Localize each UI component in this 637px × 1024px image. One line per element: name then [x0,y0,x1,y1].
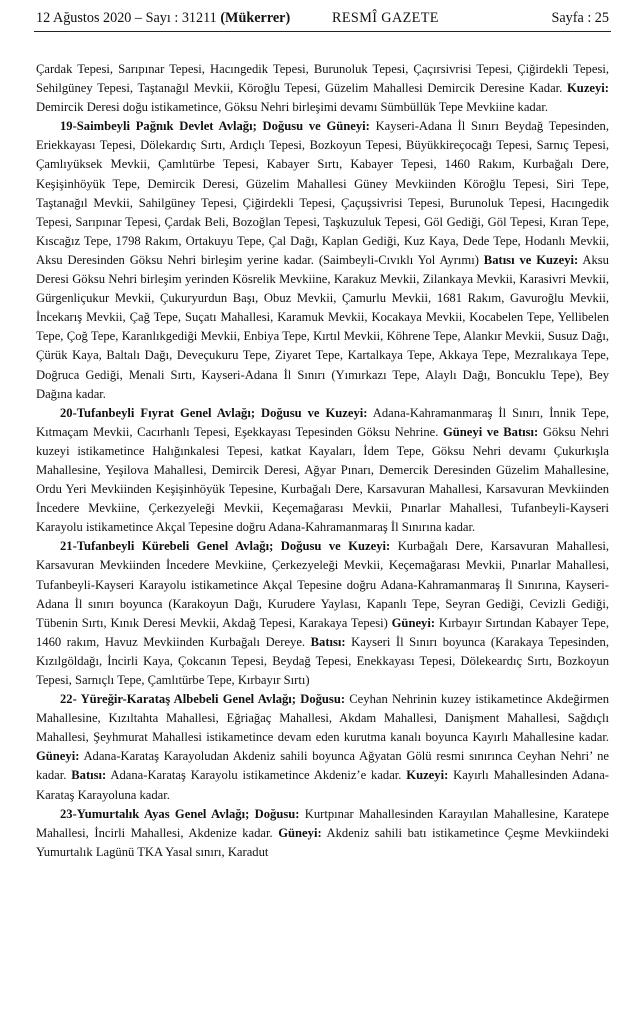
paragraph [36,537,609,690]
body-text: Kayseri İl Sınırı boyunca (Karakaya Tepesinden, Kızılgöldağı, İncirli Kaya, Çokcanın Tepesi, Beydağ Tepesi, Enekkayası Tepesi, Dölekeardıç Sırtı, Bozkoyun Tepesi, Sarnıçlı Tepe, Çamlıtürbe Tepe, Kırbayır Sırtı) [36,634,609,687]
bold-heading-text: Güneyi: [36,749,80,764]
bold-heading-text: Güneyi: [391,615,436,630]
body-text: Kayseri-Adana İl Sınırı Beydağ Tepesinden, Eriekkayası Tepesi, Dölekardıç Sırtı, Ardıçlı Tepesi, Bozkoyun Tepesi, Büyükkireçocağı Tepesi, Sarnıç Tepesi, Çamlıyüksek Mevkii, Çamlıtürbe Tepesi, Kabayer Sırtı, Kabayer Tepesi, 1460 Rakım, Kurbağalı Dere, Keşişinhöyük Tepe, Demircik Deresi, Güzelim Mahallesi Güney Mevkiinden Köroğlu Tepesi, Siri Tepe, Taştanağıl Mevkii, Sahilgüney Tepesi, Çiğirdekli Tepesi, Çaçuşsivrisi Tepesi, Burunoluk Tepesi, Hacıngedik Tepesi, Sarıpınar Tepesi, Çardak Beli, Bozoğlan Tepesi, Taşkuzuluk Tepesi, Göl Gediği, Göl Tepesi, Kıran Tepe, Kıscağız Tepe, 1798 Rakım, Ortakuyu Tepe, Çal Dağı, Kaplan Gediği, Kuz Kaya, Dede Tepe, Hodanlı Mevkii, Aksu Deresinden Göksu Nehri birleşim yerine kadar. (Saimbeyli-Cıvıklı Yol Ayrımı) [36,119,609,267]
bold-heading-text: 22- Yüreğir-Karataş Albebeli Genel Avlağı; Doğusu: [60,692,346,707]
bold-heading-text: Güneyi: [278,825,322,840]
body-text: Adana-Kahramanmaraş İl Sınırı, İnnik Tepe, Kıtmaçam Mevkii, Cacırhanlı Tepesi, Eşekkayası Tepesinden Göksu Nehrine. [36,405,609,439]
bold-heading-text: 20-Tufanbeyli Fıyrat Genel Avlağı; Doğusu ve Kuzeyi: [60,405,368,420]
gazette-name: RESMÎ GAZETE [332,10,439,26]
bold-heading-text: 23-Yumurtalık Ayas Genel Avlağı; Doğusu: [60,806,300,821]
body-text: Adana-Karataş Karayolu istikametince Akdeniz’e kadar. [106,768,407,783]
bold-heading-text: Güneyi ve Batısı: [443,424,539,439]
bold-heading-text: 21-Tufanbeyli Kürebeli Genel Avlağı; Doğusu ve Kuzeyi: [60,539,391,554]
paragraph [36,117,609,403]
bold-heading-text: Batısı: [71,768,107,783]
bold-heading-text: Kuzeyi: [567,81,609,96]
body-text: Kırbayır Sırtından Kabayer Tepe, 1460 rakım, Havuz Mevkiinden Kurbağalı Dereye. [36,615,609,649]
bold-heading-text: Batısı: [310,634,346,649]
document-body [36,60,609,862]
paragraph [36,690,609,805]
body-text: Kurbağalı Dere, Karsavuran Mahallesi, Karsavuran Mevkiinden İncedere Mevkiine, Çerkezyeleği Mevkii, Keçemağarası Mevkii, Pınarlar Mahallesi, Tufanbeyli-Kayseri Karayolu istikametince Akçal Tepesine doğru Adana-Kahramanmaraş İl Sınırına, Kayseri-Adana İl sınırı boyunca (Karakoyun Dağı, Kurudere Yaylası, Kapanlı Tepe, Seyran Gediği, Cevizli Gediği, Tübenin Sırtı, Kınık Deresi Mevkii, Akdağ Tepesi, Karakaya Tepesi) [36,539,609,630]
header-date-issue [36,6,290,30]
body-text: Kayırlı Mahallesinden Adana-Karataş Karayoluna kadar. [36,768,609,802]
bold-heading-text: 19-Saimbeyli Pağnık Devlet Avlağı; Doğusu ve Güneyi: [60,119,370,134]
bold-heading-text: Batısı ve Kuzeyi: [483,252,579,267]
body-text: Kurtpınar Mahallesinden Karayılan Mahallesine, Karatepe Mahallesi, İncirli Mahallesi, Akdenize kadar. [36,806,609,840]
body-text: Adana-Karataş Karayoludan Akdeniz sahili boyunca Ağyatan Gölü resmi sınırınca Ceyhan Nehri’ ne kadar. [36,749,609,783]
body-text: Demircik Deresi doğu istikametince, Göksu Nehri birleşimi devamı Sümbüllük Tepe Mevkiine kadar. [36,100,548,115]
supplement-label: (Mükerrer) [220,10,291,26]
bold-heading-text: Kuzeyi: [406,768,449,783]
paragraph [36,805,609,862]
page-header [36,6,609,30]
page-number: Sayfa : 25 [551,10,609,26]
body-text: Ceyhan Nehrinin kuzey istikametince Akdeğirmen Mahallesine, Kızıltahta Mahallesi, Eğriağaç Mahallesi, Akdam Mahallesi, Danişment Mahallesi, Sağdıçlı Mahallesi, Şeyhmurat Mahallesi istikametince devam eden kurutma kanalı boyunca Kayırlı Mahallesine kadar. [36,692,610,745]
paragraph [36,404,609,538]
body-text: Aksu Deresi Göksu Nehri birleşim yerinden Kösrelik Mevkiine, Karakuz Mevkii, Zilankaya Mevkii, Karasivri Mevkii, Gürgenliçukur Mevkii, Çukuryurdun Başı, Obuz Mevkii, Çamurlu Mevkii, 1681 Rakım, Gavuroğlu Mevkii, İncekarış Mevkii, Çağ Tepe, Suçatı Mahallesi, Karamuk Mevkii, Kocakaya Mevkii, Kocabelen Tepe, Yellibelen Tepe, Çoğ Tepe, Karanlıkgediği Mevkii, Enbiya Tepe, Kırtıl Mevkii, Köhrene Tepe, Alankır Mevkii, Susuz Dağı, Çürük Kaya, Baltalı Dağı, Deveçukuru Tepe, Ziyaret Tepe, Kartalkaya Tepe, Akkaya Tepe, Mezralıkaya Tepe, Doğruca Gediği, Menali Sırtı, Kayseri-Adana İl Sınırı (Yımırkazı Tepe, Alaylı Dağı, Boncuklu Tepe), Bey Dağına kadar. [36,252,609,401]
paragraph [36,60,609,117]
body-text: Çardak Tepesi, Sarıpınar Tepesi, Hacıngedik Tepesi, Burunoluk Tepesi, Çaçırsivrisi Tepesi, Çiğirdekli Tepesi, Sehilgüney Tepesi, Taştanağıl Mevkii, Köroğlu Tepesi, Güzelim Mahallesi Demircik Deresine Kadar. [36,62,609,96]
header-rule [34,31,611,32]
issue-date-text: 12 Ağustos 2020 – Sayı : 31211 [36,10,221,26]
body-text: Göksu Nehri kuzeyi istikametince Halığınkalesi Tepesi, katkat Kayaları, İdem Tepe, Göksu Nehri devamı Çukurkışla Mahallesine, Yeşilova Mahallesi, Demircik Deresi, Ağyar Pınarı, Demercik Deresinden Güzelim Mahallesine, Ordu Yeri Mevkiinden Keşişinhöyük Tepesine, Kurbağalı Dere, Karsavuran Mahallesi, Karsavuran Mevkiinden İncedere Mevkiine, Çerkezyeleği Mevkii, Keçemağarası Mevkii, Pınarlar Mahallesi, Tufanbeyli-Kayseri Karayolu istikametince Akçal Tepesine doğru Adana-Kahramanmaraş İl Sınırına kadar. [36,424,609,535]
body-text: Akdeniz sahili batı istikametince Çeşme Mevkiindeki Yumurtalık Lagünü TKA Yasal sınırı, Karadut [36,825,609,859]
